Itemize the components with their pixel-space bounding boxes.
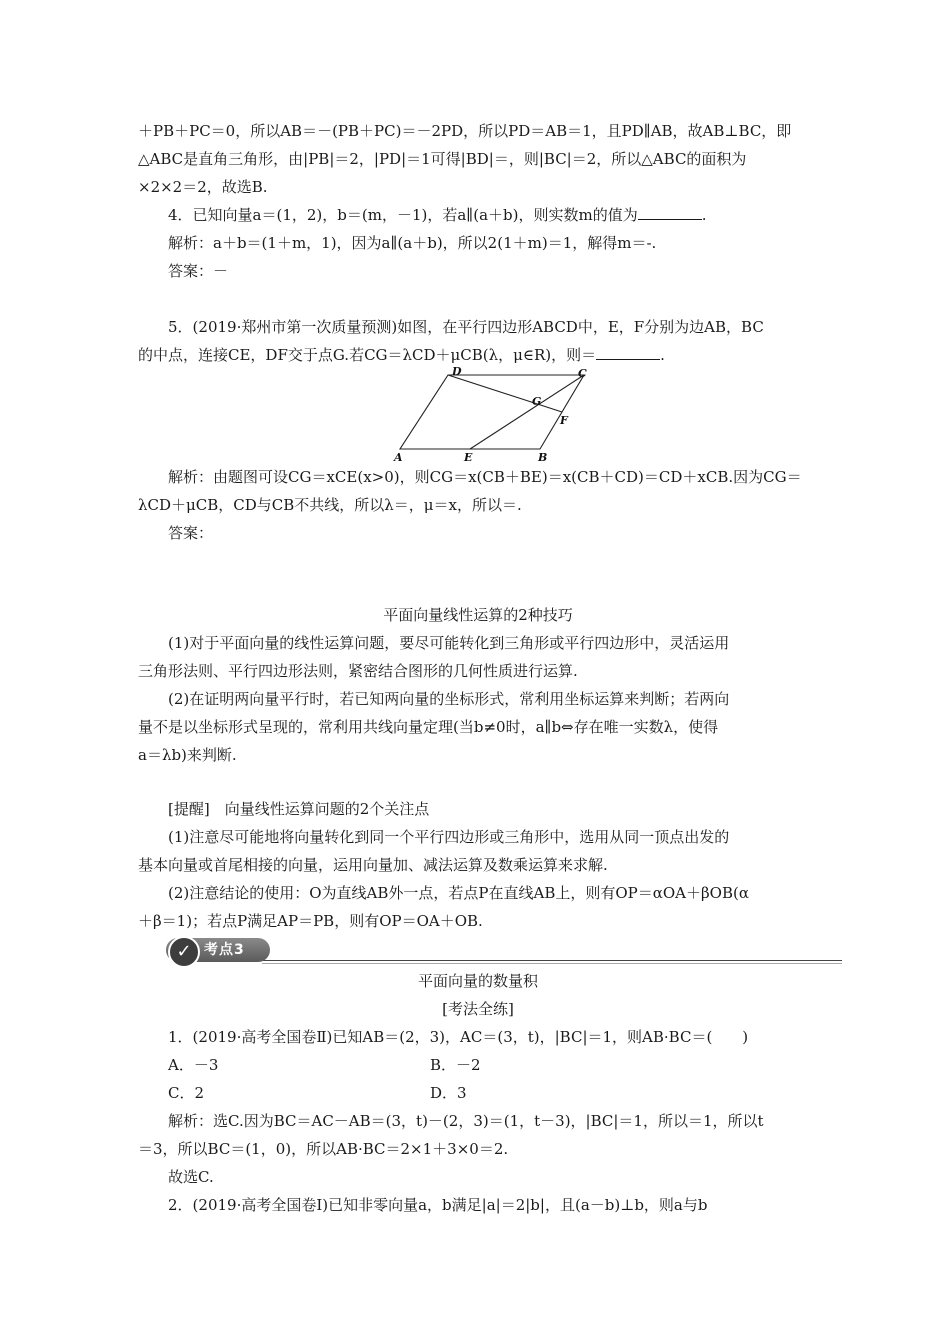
segment-ce	[470, 375, 584, 449]
text-line: (2)注意结论的使用：O为直线AB外一点，若点P在直线AB上，则有OP＝αOA＋βOB(α	[168, 884, 749, 902]
text-line: (1)对于平面向量的线性运算问题，要尽可能转化到三角形或平行四边形中，灵活运用	[168, 634, 730, 652]
text-line: 5．(2019·郑州市第一次质量预测)如图，在平行四边形ABCD中，E，F分别为边AB，BC	[168, 318, 764, 336]
text-line: λCD＋μCB，CD与CB不共线，所以λ＝，μ＝x，所以＝.	[138, 496, 522, 514]
label-a: A	[394, 451, 403, 464]
text-line: 基本向量或首尾相接的向量，运用向量加、减法运算及数乘运算来求解.	[138, 856, 608, 874]
option-right: B．－2	[430, 1056, 481, 1074]
centered-heading: [考法全练]	[442, 1000, 514, 1018]
badge-label: 考点3	[204, 942, 245, 958]
option-left: A．－3	[168, 1056, 219, 1074]
text-line: 1．(2019·高考全国卷Ⅱ)已知AB＝(2，3)，AC＝(3，t)，|BC|＝1，则AB·BC＝( )	[168, 1028, 749, 1046]
label-f: F	[560, 414, 568, 427]
text-line: (1)注意尽可能地将向量转化到同一个平行四边形或三角形中，选用从同一顶点出发的	[168, 828, 730, 846]
text-line: [提醒] 向量线性运算问题的2个关注点	[168, 800, 430, 818]
text-line: ×2×2＝2，故选B.	[138, 178, 268, 196]
text-line: 答案：－	[168, 262, 229, 280]
centered-heading: 平面向量的数量积	[417, 972, 538, 990]
text-line: ＋PB＋PC＝0，所以AB＝－(PB＋PC)＝－2PD，所以PD＝AB＝1，且PD∥AB，故AB⊥BC，即	[138, 122, 792, 140]
parallelogram-figure	[392, 365, 592, 465]
text-line: 三角形法则、平行四边形法则，紧密结合图形的几何性质进行运算.	[138, 662, 578, 680]
text-line: 解析：由题图可设CG＝xCE(x>0)，则CG＝x(CB＋BE)＝x(CB＋CD)＝CD＋xCB.因为CG＝	[168, 468, 802, 486]
answer-blank	[638, 205, 702, 220]
text-line: (2)在证明两向量平行时，若已知两向量的坐标形式，常利用坐标运算来判断；若两向	[168, 690, 730, 708]
text-line: 解析：a＋b＝(1＋m，1)，因为a∥(a＋b)，所以2(1＋m)＝1，解得m＝-.	[168, 234, 657, 252]
centered-heading: 平面向量线性运算的2种技巧	[383, 606, 573, 624]
text-line: △ABC是直角三角形，由|PB|＝2，|PD|＝1可得|BD|＝，则|BC|＝2，所以△ABC的面积为	[138, 150, 747, 168]
text-line: 2．(2019·高考全国卷Ⅰ)已知非零向量a，b满足|a|＝2|b|，且(a－b)⊥b，则a与b	[168, 1196, 708, 1214]
answer-blank	[596, 345, 660, 360]
segment-df	[448, 375, 562, 412]
label-b: B	[538, 451, 548, 464]
text-line: 答案：	[168, 524, 214, 542]
option-row	[168, 1082, 818, 1104]
label-e: E	[464, 451, 473, 464]
option-left: C．2	[168, 1084, 205, 1102]
text-line: ＋β＝1)；若点P满足AP＝PB，则有OP＝OA＋OB.	[138, 912, 483, 930]
text-line: 故选C.	[168, 1168, 214, 1186]
label-g: G	[532, 395, 542, 408]
punctuation: .	[701, 206, 707, 224]
text-line: 4．已知向量a＝(1，2)，b＝(m，－1)，若a∥(a＋b)，则实数m的值为 .	[168, 206, 707, 224]
text-line: 量不是以坐标形式呈现的，常利用共线向量定理(当b≠0时，a∥b⇔存在唯一实数λ，使得	[138, 718, 719, 736]
check-icon: ✓	[168, 936, 200, 968]
text-line: 解析：选C.因为BC＝AC－AB＝(3，t)－(2，3)＝(1，t－3)，|BC|＝1，所以＝1，所以t	[168, 1112, 764, 1130]
section-rule	[262, 960, 842, 961]
option-row	[168, 1054, 818, 1076]
parallelogram-abcd	[400, 375, 584, 449]
text-line: a＝λb)来判断.	[138, 746, 237, 764]
section-rule-secondary	[262, 963, 842, 964]
badge-pill	[166, 938, 270, 962]
label-c: C	[578, 367, 587, 380]
label-d: D	[452, 365, 462, 378]
text-line: 的中点，连接CE，DF交于点G.若CG＝λCD＋μCB(λ，μ∈R)，则＝ .	[138, 346, 665, 364]
punctuation: .	[660, 346, 665, 364]
text-line: ＝3，所以BC＝(1，0)，所以AB·BC＝2×1＋3×0＝2.	[138, 1140, 509, 1158]
section-badge	[166, 937, 842, 965]
option-right: D．3	[430, 1084, 467, 1102]
